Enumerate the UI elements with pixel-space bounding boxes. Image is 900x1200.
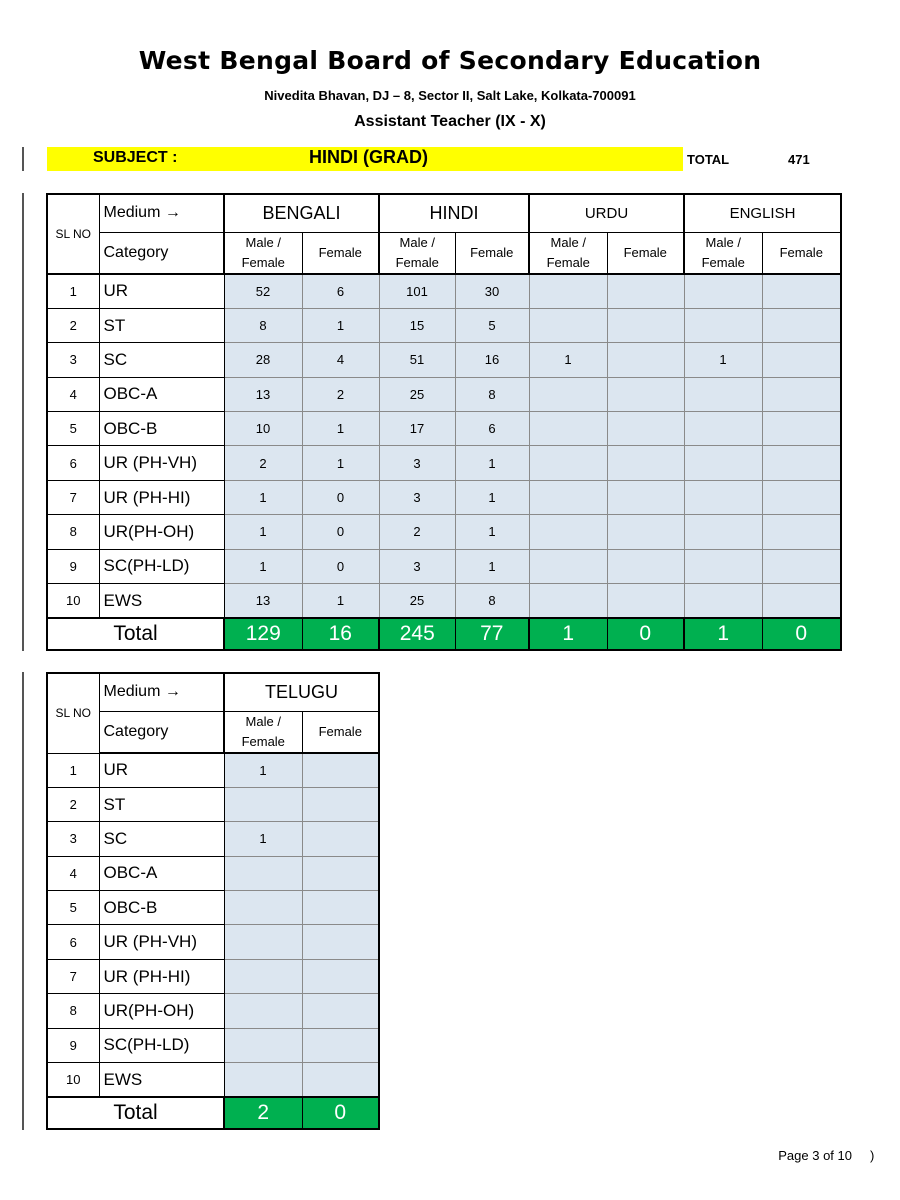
female-value: 30: [455, 274, 529, 308]
category-cell: ST: [99, 308, 224, 342]
sl-no-cell: 9: [47, 549, 99, 583]
female-value: [607, 446, 684, 480]
male-female-value: 101: [379, 274, 455, 308]
female-value: [762, 308, 841, 342]
male-female-header: Male / Female: [529, 232, 607, 274]
total-value: 0: [762, 618, 841, 650]
female-value: [607, 343, 684, 377]
category-cell: UR: [99, 274, 224, 308]
vacancy-table-main: [46, 193, 842, 651]
male-female-value: [684, 584, 762, 618]
male-female-value: [684, 412, 762, 446]
female-value: 4: [302, 343, 379, 377]
medium-english: ENGLISH: [684, 194, 841, 232]
sl-no-cell: 3: [47, 343, 99, 377]
female-value: 5: [455, 308, 529, 342]
table-row: [47, 377, 841, 411]
total-value: 77: [455, 618, 529, 650]
female-value: [607, 584, 684, 618]
male-female-header: Male / Female: [224, 232, 302, 274]
male-female-value: 1: [684, 343, 762, 377]
male-female-header: Male / Female: [684, 232, 762, 274]
female-value: [302, 959, 379, 993]
category-cell: EWS: [99, 584, 224, 618]
female-value: [607, 480, 684, 514]
medium-hindi: HINDI: [379, 194, 529, 232]
male-female-value: 17: [379, 412, 455, 446]
male-female-value: [684, 549, 762, 583]
sl-no-cell: 5: [47, 412, 99, 446]
male-female-value: [224, 925, 302, 959]
female-value: [607, 274, 684, 308]
category-cell: UR: [99, 753, 224, 787]
female-value: [762, 446, 841, 480]
female-value: 0: [302, 515, 379, 549]
medium-urdu: URDU: [529, 194, 684, 232]
male-female-value: [684, 480, 762, 514]
female-value: [302, 994, 379, 1028]
female-value: [762, 343, 841, 377]
table-row: [47, 412, 841, 446]
category-cell: OBC-A: [99, 377, 224, 411]
sl-no-cell: 7: [47, 959, 99, 993]
male-female-value: [529, 584, 607, 618]
female-value: 1: [302, 584, 379, 618]
total-value: 0: [302, 1097, 379, 1129]
table-row: [47, 822, 379, 856]
sl-no-header: SL NO: [47, 673, 99, 753]
female-value: [762, 549, 841, 583]
sl-no-cell: 8: [47, 994, 99, 1028]
sl-no-cell: 6: [47, 925, 99, 959]
table-row: [47, 925, 379, 959]
female-value: [607, 412, 684, 446]
board-title: West Bengal Board of Secondary Education: [138, 46, 762, 75]
sl-no-cell: 4: [47, 856, 99, 890]
female-value: [302, 925, 379, 959]
male-female-value: [224, 1063, 302, 1097]
total-value: 16: [302, 618, 379, 650]
male-female-value: 2: [224, 446, 302, 480]
female-value: [762, 412, 841, 446]
male-female-value: [224, 856, 302, 890]
category-cell: UR (PH-HI): [99, 959, 224, 993]
table-row: [47, 959, 379, 993]
grand-total-value: 471: [788, 152, 810, 167]
page-number-tail: ): [870, 1148, 875, 1163]
table-row: [47, 856, 379, 890]
male-female-value: 13: [224, 584, 302, 618]
category-cell: UR (PH-HI): [99, 480, 224, 514]
female-value: 1: [302, 412, 379, 446]
male-female-value: 28: [224, 343, 302, 377]
male-female-value: [529, 480, 607, 514]
female-value: [762, 377, 841, 411]
sl-no-cell: 7: [47, 480, 99, 514]
category-cell: OBC-B: [99, 412, 224, 446]
category-cell: UR (PH-VH): [99, 925, 224, 959]
sl-no-header: SL NO: [47, 194, 99, 274]
male-female-value: 52: [224, 274, 302, 308]
female-header: Female: [607, 232, 684, 274]
total-label: Total: [47, 1097, 224, 1129]
male-female-value: [224, 891, 302, 925]
female-value: 1: [455, 515, 529, 549]
male-female-value: [529, 515, 607, 549]
grand-total-label: TOTAL: [687, 152, 730, 167]
female-value: [607, 515, 684, 549]
category-cell: OBC-A: [99, 856, 224, 890]
female-value: [302, 787, 379, 821]
male-female-value: [529, 308, 607, 342]
male-female-value: 1: [224, 515, 302, 549]
category-cell: SC: [99, 822, 224, 856]
female-header: Female: [302, 711, 379, 753]
female-value: [762, 274, 841, 308]
female-value: [302, 856, 379, 890]
table-row: [47, 891, 379, 925]
sl-no-cell: 1: [47, 274, 99, 308]
table-row: [47, 994, 379, 1028]
male-female-value: 10: [224, 412, 302, 446]
male-female-value: 13: [224, 377, 302, 411]
total-value: 129: [224, 618, 302, 650]
medium-telugu: TELUGU: [224, 673, 379, 711]
male-female-value: [529, 446, 607, 480]
female-value: [607, 377, 684, 411]
category-cell: OBC-B: [99, 891, 224, 925]
female-value: [762, 515, 841, 549]
female-value: 6: [455, 412, 529, 446]
female-value: [302, 753, 379, 787]
category-cell: SC: [99, 343, 224, 377]
sl-no-cell: 4: [47, 377, 99, 411]
table-row: [47, 549, 841, 583]
female-header: Female: [302, 232, 379, 274]
male-female-value: 1: [224, 753, 302, 787]
table-row: [47, 1063, 379, 1097]
male-female-value: 1: [224, 549, 302, 583]
male-female-value: 2: [379, 515, 455, 549]
page-number: Page 3 of 10: [778, 1148, 852, 1163]
male-female-header: Male / Female: [224, 711, 302, 753]
table-row: [47, 343, 841, 377]
category-cell: UR(PH-OH): [99, 515, 224, 549]
table-row: [47, 446, 841, 480]
sl-no-cell: 5: [47, 891, 99, 925]
table-row: [47, 584, 841, 618]
category-cell: UR(PH-OH): [99, 994, 224, 1028]
male-female-value: [684, 274, 762, 308]
table-row: [47, 753, 379, 787]
female-value: 1: [455, 480, 529, 514]
total-label: Total: [47, 618, 224, 650]
medium-header: Medium →: [99, 194, 224, 232]
male-female-value: [684, 515, 762, 549]
subject-label: SUBJECT :: [93, 149, 178, 166]
total-value: 245: [379, 618, 455, 650]
female-value: 8: [455, 584, 529, 618]
table-row: [47, 787, 379, 821]
board-address: Nivedita Bhavan, DJ – 8, Sector II, Salt Lake, Kolkata-700091: [264, 88, 636, 103]
medium-bengali: BENGALI: [224, 194, 379, 232]
male-female-value: 8: [224, 308, 302, 342]
male-female-value: 25: [379, 584, 455, 618]
female-value: 0: [302, 480, 379, 514]
category-header: Category: [99, 232, 224, 274]
male-female-value: [224, 959, 302, 993]
margin-mark: [22, 193, 24, 651]
male-female-value: [224, 994, 302, 1028]
female-value: 1: [455, 549, 529, 583]
table-row: [47, 480, 841, 514]
female-value: [607, 549, 684, 583]
subject-value: HINDI (GRAD): [309, 147, 428, 167]
sl-no-cell: 2: [47, 787, 99, 821]
vacancy-table-telugu: [46, 672, 380, 1130]
category-cell: EWS: [99, 1063, 224, 1097]
female-value: [302, 891, 379, 925]
sl-no-cell: 3: [47, 822, 99, 856]
margin-mark: [22, 672, 24, 1130]
male-female-value: 15: [379, 308, 455, 342]
female-value: [302, 1028, 379, 1062]
total-value: 0: [607, 618, 684, 650]
sl-no-cell: 6: [47, 446, 99, 480]
male-female-value: 3: [379, 549, 455, 583]
female-value: 16: [455, 343, 529, 377]
female-value: [762, 584, 841, 618]
margin-mark: [22, 147, 24, 171]
category-cell: SC(PH-LD): [99, 1028, 224, 1062]
male-female-value: [684, 308, 762, 342]
category-header: Category: [99, 711, 224, 753]
female-value: [762, 480, 841, 514]
sl-no-cell: 9: [47, 1028, 99, 1062]
male-female-value: [684, 446, 762, 480]
sl-no-cell: 10: [47, 584, 99, 618]
female-value: 1: [455, 446, 529, 480]
medium-header: Medium →: [99, 673, 224, 711]
male-female-value: [529, 549, 607, 583]
table-row: [47, 1028, 379, 1062]
female-value: 2: [302, 377, 379, 411]
female-value: 1: [302, 308, 379, 342]
total-value: 1: [529, 618, 607, 650]
male-female-value: 1: [529, 343, 607, 377]
female-header: Female: [455, 232, 529, 274]
male-female-value: 1: [224, 480, 302, 514]
female-header: Female: [762, 232, 841, 274]
female-value: [302, 1063, 379, 1097]
sl-no-cell: 2: [47, 308, 99, 342]
female-value: 1: [302, 446, 379, 480]
male-female-value: 51: [379, 343, 455, 377]
male-female-value: [529, 377, 607, 411]
post-name: Assistant Teacher (IX - X): [354, 113, 546, 130]
male-female-header: Male / Female: [379, 232, 455, 274]
category-cell: UR (PH-VH): [99, 446, 224, 480]
male-female-value: [529, 274, 607, 308]
female-value: [302, 822, 379, 856]
female-value: [607, 308, 684, 342]
female-value: 6: [302, 274, 379, 308]
male-female-value: [224, 787, 302, 821]
male-female-value: 25: [379, 377, 455, 411]
sl-no-cell: 8: [47, 515, 99, 549]
table-row: [47, 515, 841, 549]
sl-no-cell: 1: [47, 753, 99, 787]
sl-no-cell: 10: [47, 1063, 99, 1097]
total-value: 1: [684, 618, 762, 650]
male-female-value: 3: [379, 446, 455, 480]
male-female-value: [224, 1028, 302, 1062]
female-value: 0: [302, 549, 379, 583]
male-female-value: 1: [224, 822, 302, 856]
category-cell: ST: [99, 787, 224, 821]
male-female-value: 3: [379, 480, 455, 514]
table-row: [47, 274, 841, 308]
male-female-value: [529, 412, 607, 446]
table-row: [47, 308, 841, 342]
female-value: 8: [455, 377, 529, 411]
category-cell: SC(PH-LD): [99, 549, 224, 583]
total-value: 2: [224, 1097, 302, 1129]
subject-bar: [47, 147, 683, 171]
male-female-value: [684, 377, 762, 411]
